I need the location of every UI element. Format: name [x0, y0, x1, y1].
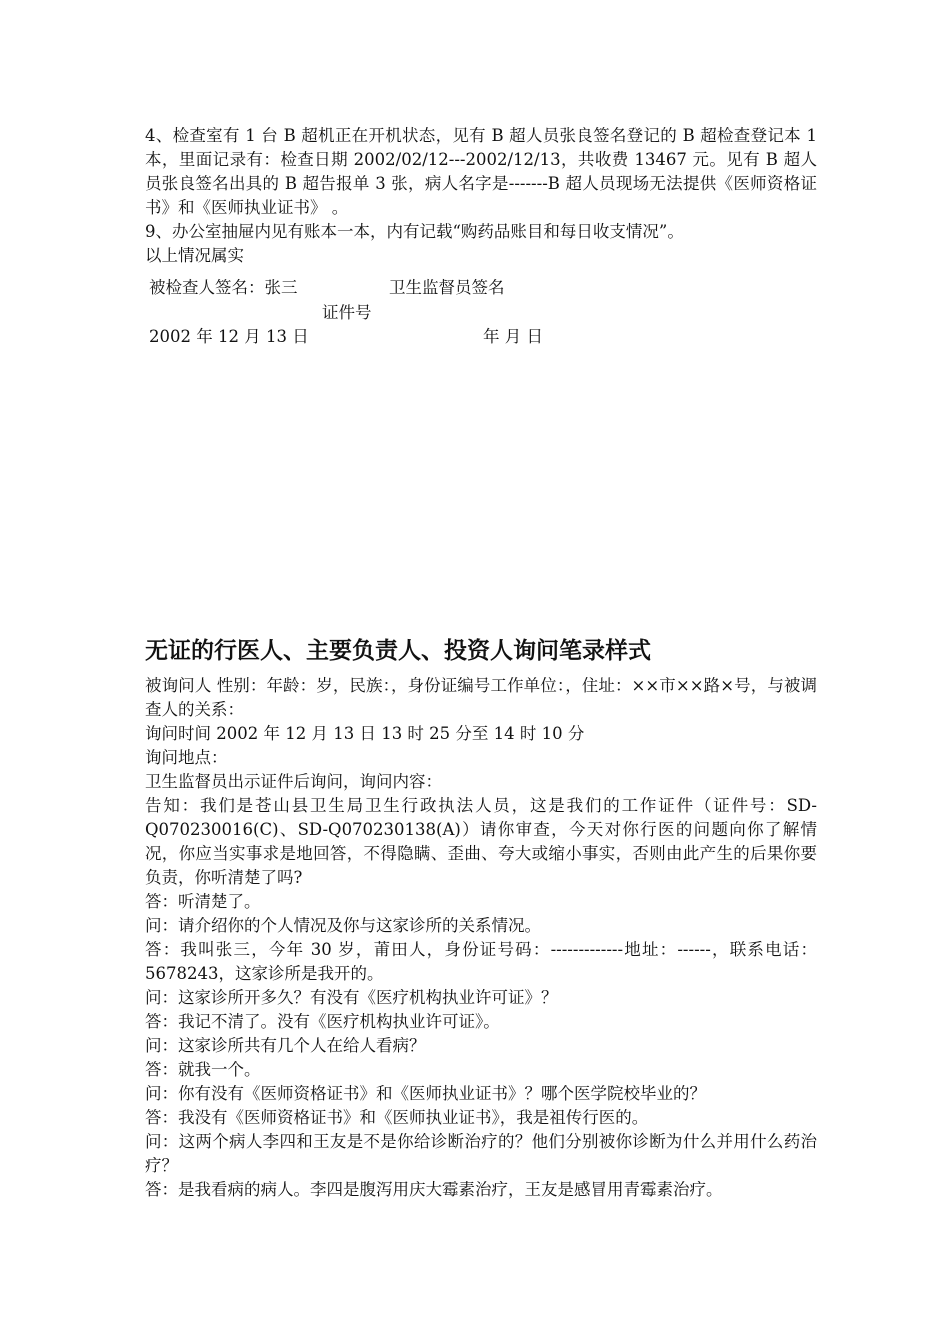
paragraph-qa: 问：你有没有《医师资格证书》和《医师执业证书》？哪个医学院校毕业的？ [145, 1084, 706, 1103]
inspection-record-section [145, 124, 817, 268]
paragraph-qa: 答：是我看病的病人。李四是腹泻用庆大霉素治疗，王友是感冒用青霉素治疗。 [145, 1180, 723, 1199]
paragraph-office-drawer: 9、办公室抽屉内见有账本一本，内有记载“购药品账目和每日收支情况”。 [145, 222, 684, 241]
paragraph-interviewee: 被询问人 性别：年龄：岁，民族：，身份证编号工作单位：，住址：××市××路×号，与被调查人的关系： [145, 676, 817, 719]
section-title: 无证的行医人、主要负责人、投资人询问笔录样式 [145, 638, 651, 664]
inspector-signature: 卫生监督员签名 [389, 278, 505, 297]
paragraph-qa: 问：这两个病人李四和王友是不是你给诊断治疗的？他们分别被你诊断为什么并用什么药治疗？ [145, 1132, 817, 1175]
paragraph-qa: 答：听清楚了。 [145, 892, 261, 911]
paragraph-time: 询问时间 2002 年 12 月 13 日 13 时 25 分至 14 时 10 分 [145, 724, 585, 743]
paragraph-qa: 答：我没有《医师资格证书》和《医师执业证书》，我是祖传行医的。 [145, 1108, 649, 1127]
paragraph-b-ultrasound: 4、检查室有 1 台 B 超机正在开机状态，见有 B 超人员张良签名登记的 B 超检查登记本 1 本，里面记录有：检查日期 2002/02/12---2002/12/13，共收费 13467 元。见有 B 超人员张良签名出具的 B 超告报单 3 张，病人名字是-------B 超人员现场无法提供《医师资格证书》和《医师执业证书》 。 [145, 126, 817, 217]
date-left: 2002 年 12 月 13 日 [149, 327, 309, 346]
date-right: 年 月 日 [483, 327, 543, 346]
paragraph-intro: 卫生监督员出示证件后询问，询问内容： [145, 772, 442, 791]
paragraph-qa: 答：就我一个。 [145, 1060, 261, 1079]
cert-number-label: 证件号 [322, 303, 372, 322]
paragraph-qa: 问：请介绍你的个人情况及你与这家诊所的关系情况。 [145, 916, 541, 935]
paragraph-qa: 答：我叫张三，今年 30 岁，莆田人，身份证号码：-------------地址：------，联系电话：5678243，这家诊所是我开的。 [145, 940, 817, 983]
paragraph-qa: 问：这家诊所共有几个人在给人看病？ [145, 1036, 426, 1055]
paragraph-notice: 告知：我们是苍山县卫生局卫生行政执法人员，这是我们的工作证件（证件号：SD-Q070230016(C)、SD-Q070230138(A)）请你审查，今天对你行医的问题向你了解情况，你应当实事求是地回答，不得隐瞒、歪曲、夸大或缩小事实，否则由此产生的后果你要负责，你听清楚了吗? [145, 796, 817, 887]
paragraph-confirm: 以上情况属实 [145, 246, 244, 265]
paragraph-location: 询问地点： [145, 748, 228, 767]
paragraph-qa: 答：我记不清了。没有《医疗机构执业许可证》。 [145, 1012, 500, 1031]
inspected-signature: 被检查人签名：张三 [149, 278, 298, 297]
interview-record-section [145, 674, 817, 1202]
paragraph-qa: 问：这家诊所开多久？有没有《医疗机构执业许可证》？ [145, 988, 558, 1007]
